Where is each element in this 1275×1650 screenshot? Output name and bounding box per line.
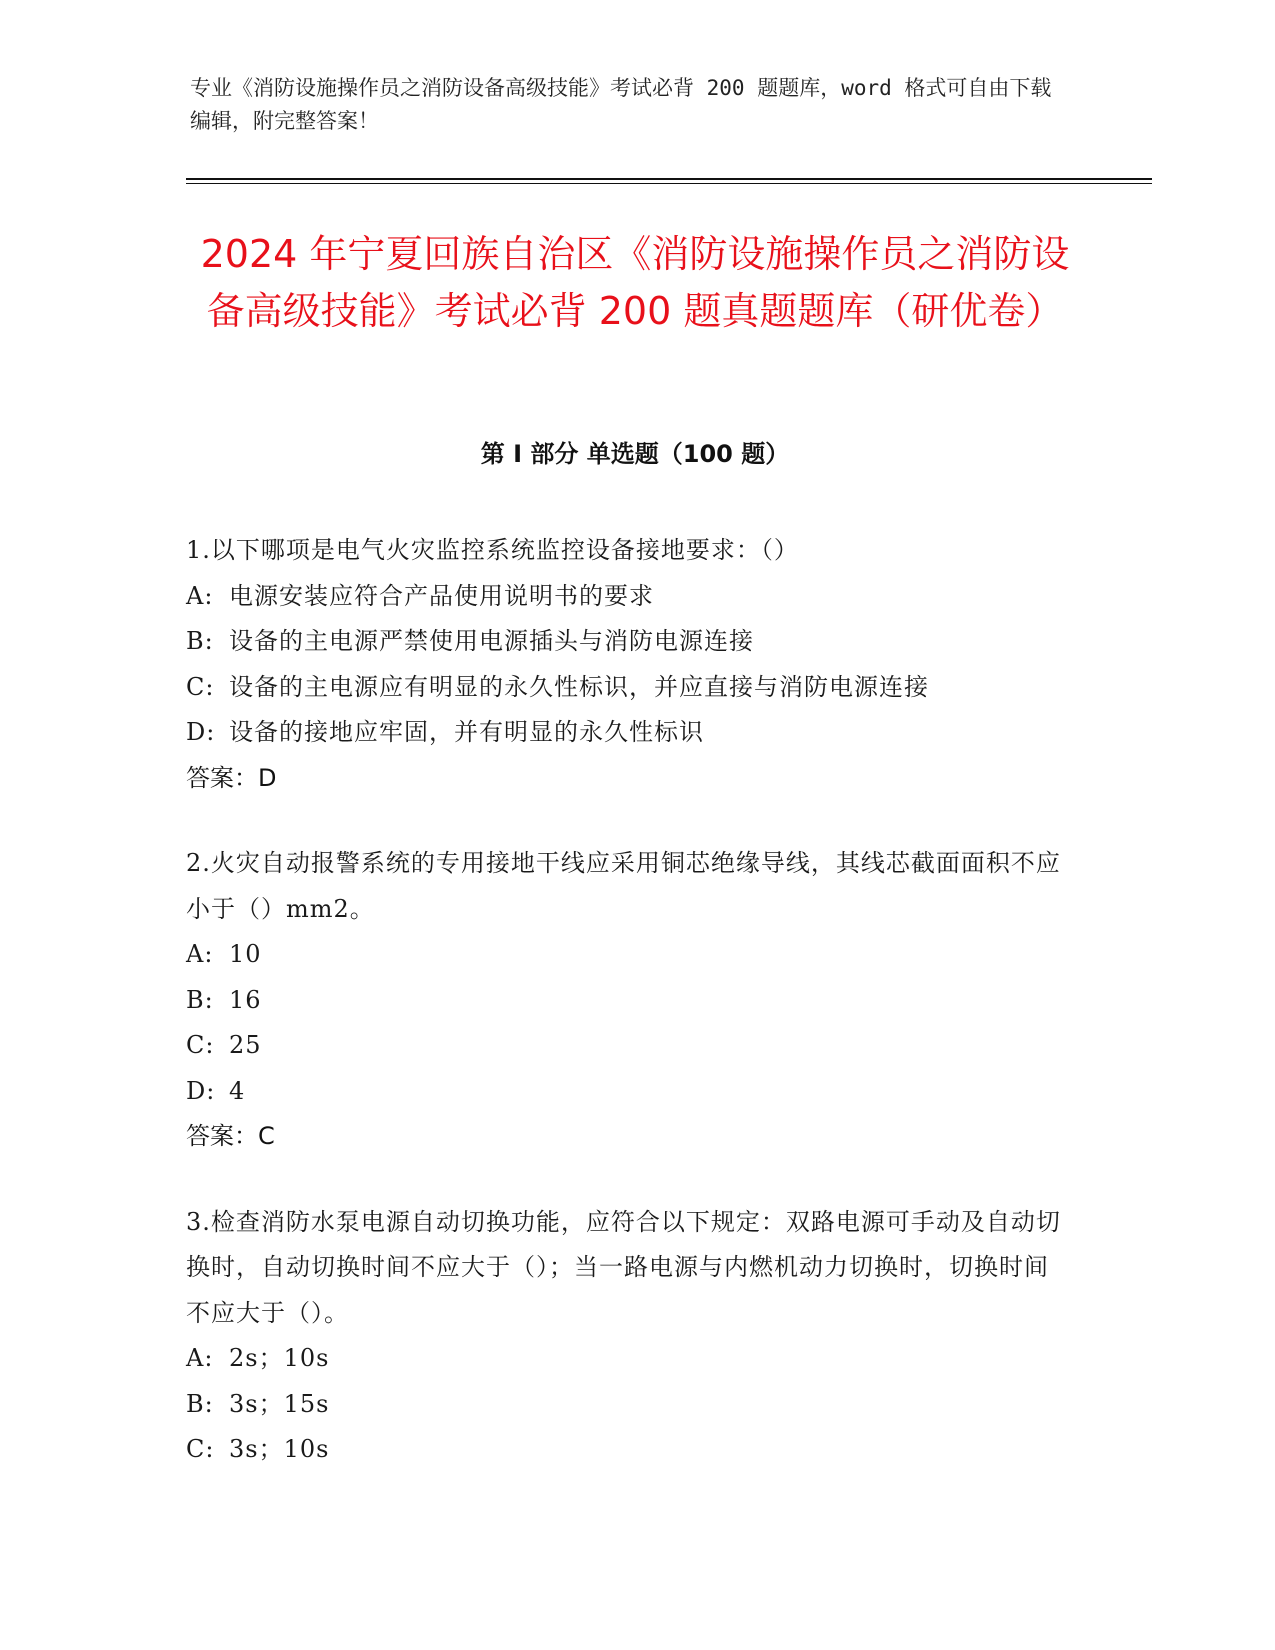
option-letter: B: [186, 985, 214, 1014]
option-text: 设备的主电源严禁使用电源插头与消防电源连接 [229, 627, 754, 655]
question-3 [186, 1200, 1066, 1473]
question-stem: 2.火灾自动报警系统的专用接地干线应采用铜芯绝缘导线，其线芯截面面积不应小于（）mm2。 [186, 849, 1061, 923]
option-letter: A: [186, 1344, 214, 1372]
option-letter: B: [186, 627, 214, 655]
question-list [186, 528, 1066, 1513]
option-a [186, 1336, 1066, 1382]
option-letter: C: [186, 1031, 215, 1059]
option-b [186, 1382, 1066, 1428]
answer-line: 答案：C [186, 1122, 275, 1150]
option-text: 25 [229, 1031, 262, 1059]
option-c [186, 665, 1066, 711]
header-divider-thin [186, 183, 1152, 184]
option-a [186, 932, 1066, 978]
option-c [186, 1023, 1066, 1069]
question-stem: 1.以下哪项是电气火灾监控系统监控设备接地要求：（） [186, 536, 799, 564]
option-b [186, 619, 1066, 665]
option-letter: B: [186, 1389, 214, 1418]
option-text: 10 [229, 940, 262, 968]
option-letter: C: [186, 1435, 215, 1463]
option-letter: C: [186, 672, 215, 701]
document-title: 2024 年宁夏回族自治区《消防设施操作员之消防设备高级技能》考试必背 200 题真题题库（研优卷） [200, 232, 1070, 333]
header-note: 专业《消防设施操作员之消防设备高级技能》考试必背 200 题题库，word 格式可自由下载编辑，附完整答案！ [190, 76, 1052, 133]
option-letter: A: [186, 581, 214, 610]
option-letter: D: [186, 1076, 216, 1105]
header-divider [186, 178, 1152, 180]
option-text: 4 [229, 1076, 246, 1105]
option-d [186, 710, 1066, 756]
option-letter: A: [186, 940, 214, 968]
answer-line: 答案：D [186, 763, 277, 792]
option-text: 3s；15s [229, 1389, 330, 1418]
option-letter: D: [186, 718, 216, 746]
section-heading: 第 I 部分 单选题（100 题） [480, 440, 790, 468]
option-text: 设备的主电源应有明显的永久性标识，并应直接与消防电源连接 [229, 672, 929, 701]
question-2 [186, 841, 1066, 1160]
option-b [186, 978, 1066, 1024]
option-text: 16 [229, 985, 262, 1014]
option-c [186, 1427, 1066, 1473]
option-text: 2s；10s [229, 1344, 330, 1372]
option-d [186, 1069, 1066, 1115]
option-a [186, 574, 1066, 620]
question-1 [186, 528, 1066, 801]
question-stem: 3.检查消防水泵电源自动切换功能，应符合以下规定：双路电源可手动及自动切换时，自动切换时间不应大于（）；当一路电源与内燃机动力切换时，切换时间不应大于（）。 [186, 1207, 1061, 1327]
option-text: 3s；10s [229, 1435, 330, 1463]
option-text: 设备的接地应牢固，并有明显的永久性标识 [229, 718, 704, 746]
option-text: 电源安装应符合产品使用说明书的要求 [229, 581, 654, 610]
